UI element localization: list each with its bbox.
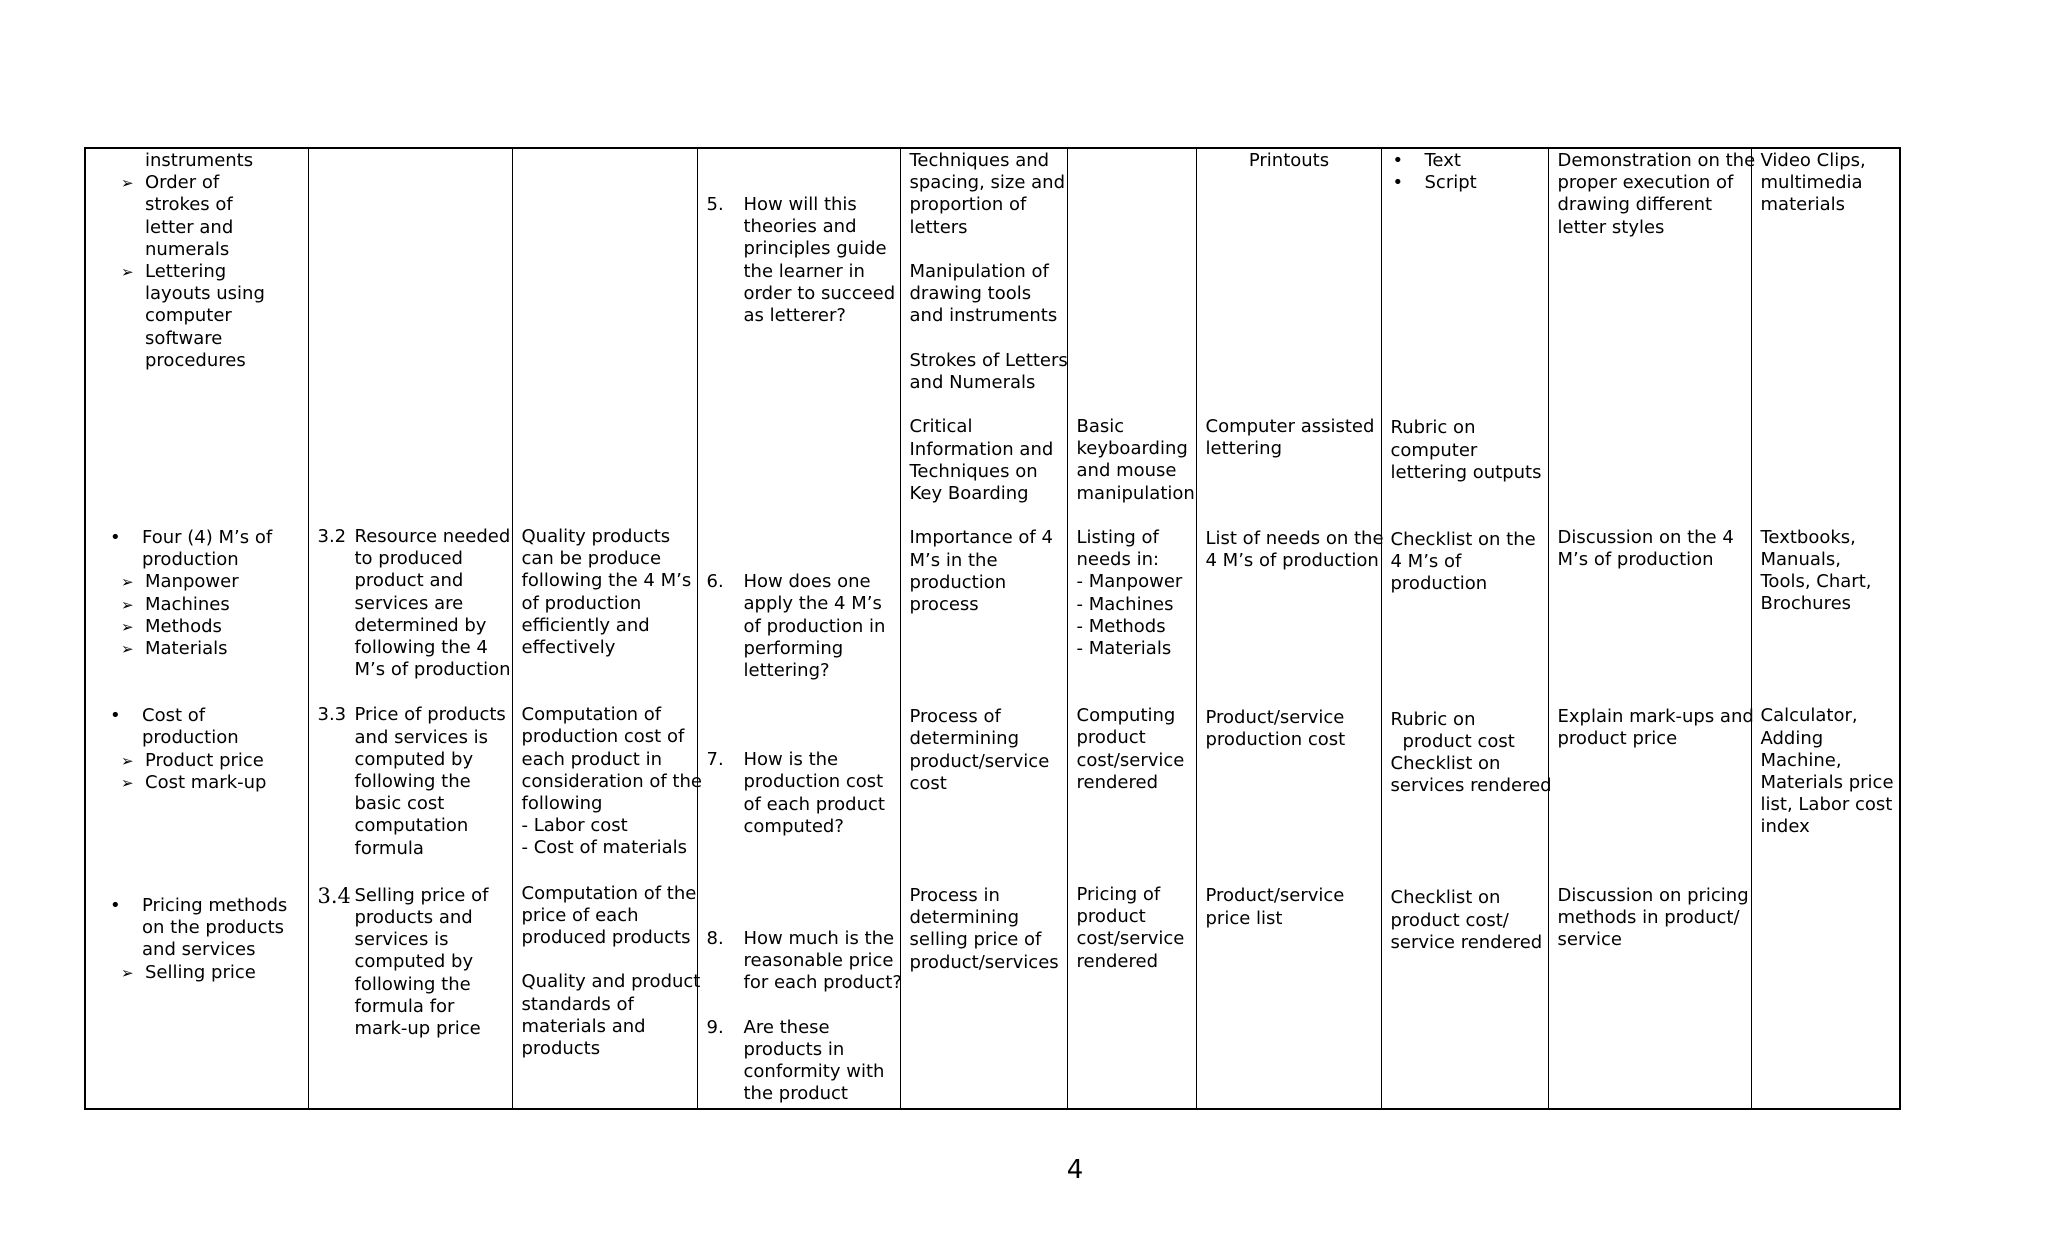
- question-6: 6. How does one apply the 4 M’s of production in performing lettering?: [706, 571, 886, 682]
- list-item: ➢ Cost mark-up: [95, 772, 300, 794]
- list-item: ➢ Order of: [95, 172, 300, 194]
- skills-column: Basic keyboarding and mouse manipulation Listing of needs in: - Manpower - Machines - Methods - Materials Computing product cost/service rendered Pricing of product cost/service rendered: [1067, 148, 1196, 1109]
- list-item: ➢ Selling price: [95, 962, 300, 984]
- list-item: ➢ Machines: [95, 594, 300, 616]
- list-item: • Four (4) M’s of: [110, 527, 300, 549]
- list-item: instruments: [145, 150, 254, 171]
- resources-column: Video Clips, multimedia materials Textbooks, Manuals, Tools, Chart, Brochures Calculator, Adding Machine, Materials price list, Labor cost index: [1751, 148, 1900, 1109]
- list-item: letter and: [145, 216, 234, 238]
- strategies-column: Demonstration on the proper execution of drawing different letter styles Discussion on the 4 M’s of production Explain mark-ups and product price Discussion on pricing methods in product/ service: [1548, 148, 1751, 1109]
- list-item: production: [142, 549, 239, 571]
- list-item: procedures: [145, 349, 246, 371]
- content-column: [85, 148, 308, 1109]
- list-item: • Text: [1393, 150, 1540, 172]
- list-item: • Pricing methods: [110, 895, 300, 917]
- list-item: strokes of: [145, 194, 233, 216]
- table-row: [85, 148, 1900, 1109]
- products-column: Printouts Computer assisted lettering List of needs on the 4 M’s of production Product/service production cost Product/service price list: [1196, 148, 1381, 1109]
- list-item: • Script: [1393, 172, 1540, 194]
- competency-3-4: 3.4 Selling price of products and services is computed by following the formula for mark-up price: [317, 883, 489, 1040]
- list-item: ➢ Methods: [95, 616, 300, 638]
- standards-column: Quality products can be produce following the 4 M’s of production efficiently and effectively Computation of production cost of each product in consideration of the following - Labor cost - Cost of materials Computation of the price of each produced products Quality and product standards of materials and products: [512, 148, 697, 1109]
- list-item: ➢ Manpower: [95, 571, 300, 593]
- page-number: 4: [1066, 1155, 1084, 1185]
- competency-3-3: 3.3 Price of products and services is computed by following the basic cost computation formula: [317, 704, 506, 859]
- question-7: 7. How is the production cost of each product computed?: [706, 749, 885, 837]
- competency-column: [308, 148, 512, 1109]
- list-item: • Cost of: [110, 705, 300, 727]
- list-item: layouts using: [145, 283, 265, 305]
- list-item: computer: [145, 305, 232, 327]
- question-5: 5. How will this theories and principles guide the learner in order to succeed as letterer?: [706, 194, 896, 327]
- list-item: ➢ Product price: [95, 750, 300, 772]
- list-item: ➢ Lettering: [95, 261, 300, 283]
- assessment-column: • Text • Script Rubric on computer lettering outputs Checklist on the 4 M’s of production Rubric on product cost Checklist on services rendered Checklist on product cost/ service rendered: [1381, 148, 1548, 1109]
- list-item: numerals: [145, 238, 230, 260]
- curriculum-table: [84, 147, 1901, 1110]
- competency-3-2: 3.2 Resource needed to produced product and services are determined by following the 4 M’s of production: [317, 526, 511, 681]
- list-item: software: [145, 327, 223, 349]
- list-item: production: [142, 727, 239, 749]
- list-item: and services: [142, 939, 256, 961]
- list-item: ➢ Materials: [95, 638, 300, 660]
- knowledge-column: Techniques and spacing, size and proportion of letters Manipulation of drawing tools and instruments Strokes of Letters and Numerals Critical Information and Techniques on Key Boarding Importance of 4 M’s in the production process Process of determining product/service cost Process in determining selling price of product/services: [900, 148, 1067, 1109]
- questions-column: [697, 148, 900, 1109]
- question-8: 8. How much is the reasonable price for each product?: [706, 928, 902, 994]
- list-item: on the products: [142, 917, 285, 939]
- question-9: 9. Are these products in conformity with the product: [706, 1016, 885, 1105]
